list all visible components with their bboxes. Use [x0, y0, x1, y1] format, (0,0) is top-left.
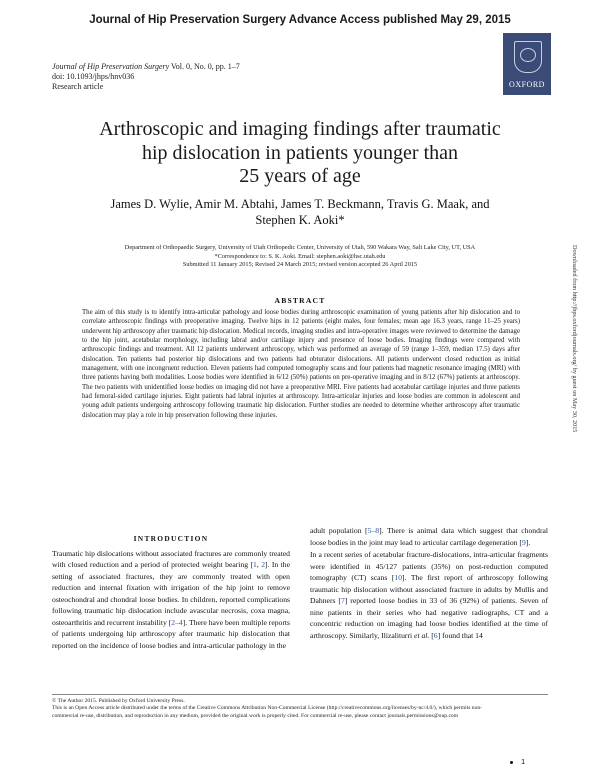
copyright-line: © The Author 2015. Published by Oxford University Press. — [52, 698, 185, 704]
citation-link[interactable]: 2–4 — [171, 617, 183, 627]
advance-access-banner: Journal of Hip Preservation Surgery Advance Access published May 29, 2015 — [89, 14, 511, 26]
title-line: Arthroscopic and imaging findings after traumatic — [99, 118, 501, 140]
citation-link[interactable]: 10 — [394, 573, 403, 582]
citation-link[interactable]: 5–8 — [367, 526, 380, 535]
text-run: Traumatic hip dislocations without associated fractures are commonly treated with closed reduction and a period of protected weight bearing [ — [52, 548, 290, 569]
affiliation-block — [40, 244, 560, 270]
doi[interactable]: doi: 10.1093/jhps/hnv036 — [52, 72, 135, 81]
citation-link[interactable]: 1 — [253, 560, 257, 569]
oxford-wordmark: OXFORD — [509, 80, 545, 89]
page-number-text: 1 — [521, 757, 526, 766]
author-list — [40, 197, 560, 228]
intro-right-column — [310, 525, 548, 642]
license-footnote — [52, 698, 492, 720]
intro-paragraph — [52, 548, 290, 652]
authors-line: James D. Wylie, Amir M. Abtahi, James T. Beckmann, Travis G. Maak, and — [110, 197, 490, 211]
journal-metadata — [52, 62, 240, 92]
citation-link[interactable]: 2 — [261, 560, 266, 569]
text-run: et al. — [414, 630, 430, 640]
oxford-crest-icon — [514, 41, 542, 73]
text-run: ]. There is animal data which suggest that chondral loose bodies in the joint may lead to articular cartilage degeneration [ — [310, 526, 548, 547]
volume-info: Vol. 0, No. 0, pp. 1–7 — [169, 62, 240, 71]
article-type: Research article — [52, 82, 104, 91]
license-text: This is an Open Access article distributed under the terms of the Creative Commons Attribution Non-Commercial License (http://creativecommons.org/licenses/by-nc/4.0/), which permits non-commercial re-use, distribution, and reproduction in any medium, provided the original work is properly cited. For commercial re-use, please contact journals.permissions@oup.com — [52, 705, 483, 719]
intro-paragraph — [310, 549, 548, 641]
introduction-heading: INTRODUCTION — [133, 534, 209, 543]
title-line: hip dislocation in patients younger than — [141, 141, 459, 164]
intro-left-column — [52, 533, 290, 652]
text-run: In a recent series of acetabular fracture-dislocations, intra-articular fragments were identified in 45/127 patients (35%) on post-reduction computed tomography (CT) scans [ — [310, 550, 548, 582]
text-run: , — [256, 560, 262, 569]
article-title — [40, 118, 560, 189]
citation-link[interactable]: 9 — [521, 537, 526, 547]
abstract-text: The aim of this study is to identify intra-articular pathology and loose bodies during arthroscopic examination of young patients after hip dislocation and to correlate arthroscopic findings with preoperative imaging. Twelve hips in 12 patients (eight males, four females; mean age 16.3 years, range 11–25 years) underwent hip arthroscopy after traumatic hip dislocation. Medical records, imaging studies and intra-operative images were reviewed to determine the damage to the hip joint, acetabular morphology, including labral and/or cartilage injury and presence of loose bodies. Imaging findings were compared with arthroscopic findings and treatment. All 12 patients underwent arthroscopy, which was performed an average of 59 (range 1–359, median 17.5) days after dislocation. Ten patients had posterior hip dislocations and two patients had obturator dislocations. All patients underwent closed reduction as initial management, with one incongruent reduction. Eleven patients had computed tomography scans and four patients had magnetic resonance imaging (MRI) with three patients having both modalities. Loose bodies were identified in 6/12 (50%) patients on pre-operative imaging and in 8/12 (67%) patients at arthroscopy. The two patients with unidentified loose bodies on imaging did not have a preoperative MRI. Five patients had acetabular cartilage injuries and three patients had femoral-sided cartilage injuries. Eight patients had labral injuries at arthroscopy. Intra-articular injuries and loose bodies are common in adolescent and young adult patients undergoing arthroscopy following traumatic hip dislocation. Further studies are needed to determine whether arthroscopy after traumatic dislocation may play a role in hip preservation following these injuries. — [82, 309, 520, 419]
text-run: ]. The first report of arthroscopy following traumatic hip dislocation without associated fracture in adults by Mullis and Dahners [ — [310, 573, 548, 605]
intro-paragraph — [310, 525, 548, 548]
text-run: ]. In the setting of associated fractures, they are commonly treated with open reduction and internal fixation with irrigation of the hip joint to remove osteochondral and chondral loose bodies. In children, reported complications following traumatic hip dislocation include avascular necrosis, coxa magna, osteoarthritis and recurrent instability [ — [52, 560, 290, 627]
oxford-logo — [503, 33, 551, 95]
department: Department of Orthopaedic Surgery, University of Utah Orthopedic Center, University of Utah, 590 Wakara Way, Salt Lake City, UT, USA — [124, 244, 476, 251]
citation-link[interactable]: 7 — [340, 596, 345, 605]
text-run: ] reported loose bodies in 33 of 36 (92%) of patients. Seven of nine patients in their series who had negative radiographs, CT and a concentric reduction on imaging had loose bodies identified at the time of arthroscopy. Similarly, Ilizaliturri — [310, 596, 548, 640]
abstract-heading: ABSTRACT — [274, 296, 326, 305]
submission-dates: Submitted 11 January 2015; Revised 24 March 2015; revised version accepted 26 April 2015 — [182, 261, 418, 269]
download-watermark: Downloaded from http://jhps.oxfordjournals.org/ by guest on May 30, 2015 — [571, 245, 578, 433]
text-run: [ — [429, 630, 434, 640]
text-run: ] found that 14 — [437, 630, 483, 640]
correspondence: *Correspondence to: S. K. Aoki. Email: stephen.aoki@hsc.utah.edu — [214, 252, 386, 260]
journal-volume-line — [52, 62, 240, 72]
bullet-icon — [510, 761, 513, 764]
authors-line: Stephen K. Aoki* — [255, 212, 345, 227]
text-run: adult population [ — [310, 526, 368, 535]
citation-link[interactable]: 6 — [433, 630, 438, 640]
text-run: ]. There have been multiple reports of patients undergoing hip arthroscopy after traumatic hip dislocation that reported on the incidence of loose bodies and intra-articular pathology in the — [52, 617, 290, 650]
text-run: ]. — [525, 537, 531, 547]
title-line: 25 years of age — [239, 165, 361, 187]
journal-name: Journal of Hip Preservation Surgery — [52, 62, 170, 71]
page-number — [510, 757, 525, 766]
footnote-divider — [52, 694, 548, 695]
